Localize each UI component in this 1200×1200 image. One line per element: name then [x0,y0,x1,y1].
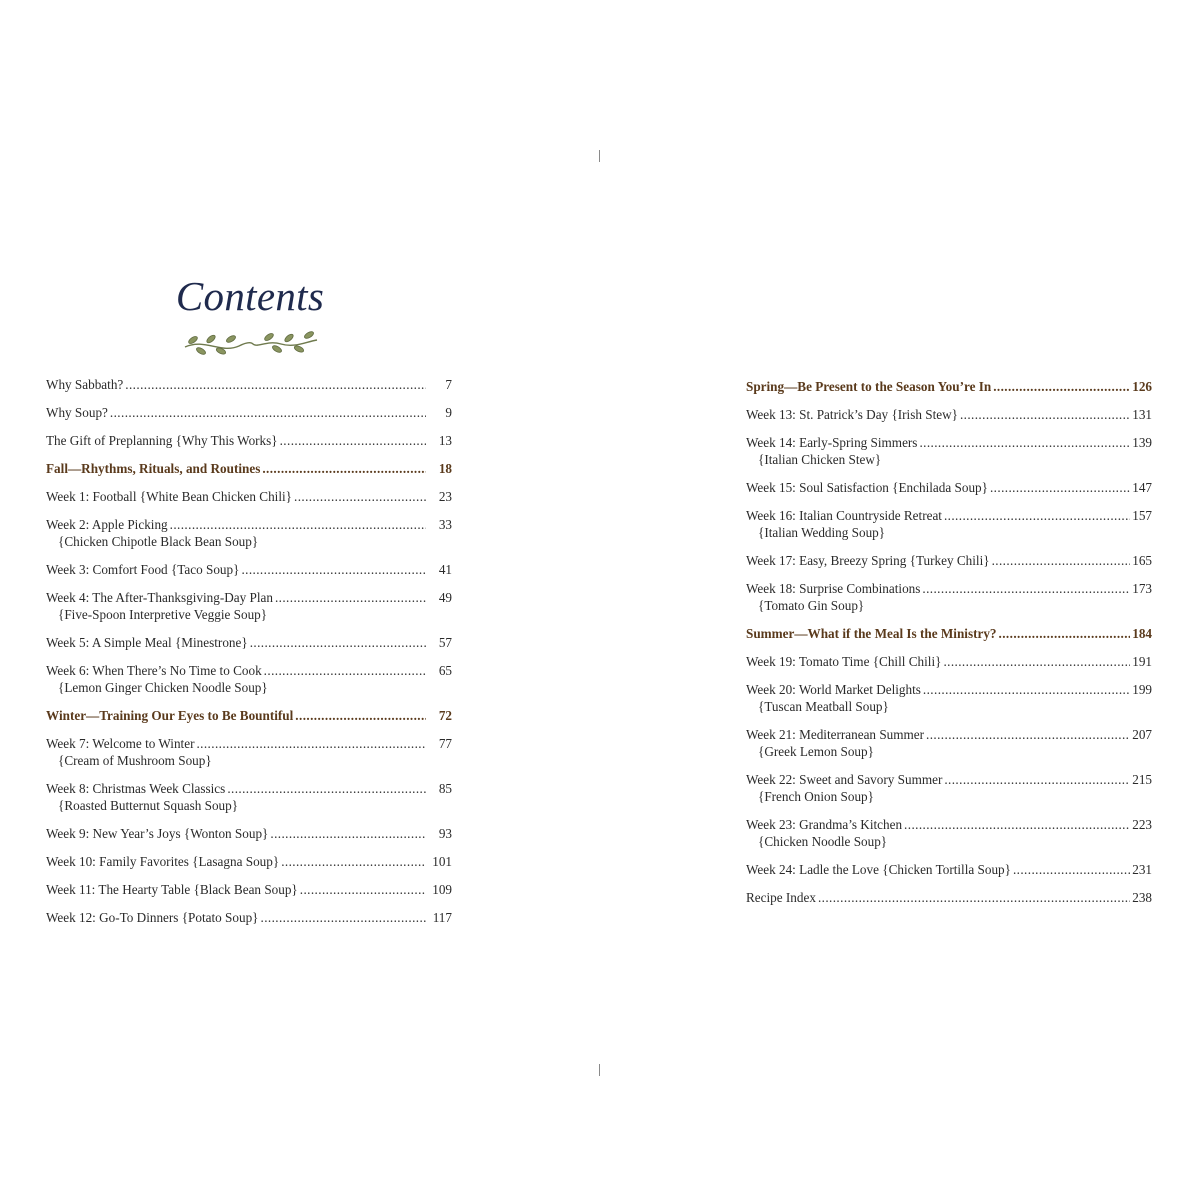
dot-leader [300,881,426,898]
toc-page-number: 199 [1132,682,1152,697]
toc-entry-title: Week 20: World Market Delights [746,682,921,697]
dot-leader [281,853,426,870]
toc-entry-title: Winter—Training Our Eyes to Be Bountiful [46,708,294,723]
toc-entry [46,404,452,421]
toc-entry-line [46,853,452,870]
toc-entry-line [46,735,452,752]
toc-entry-subtitle: {Chicken Chipotle Black Bean Soup} [58,534,259,549]
toc-page-number: 126 [1132,379,1152,394]
toc-entry-title: Summer—What if the Meal Is the Ministry? [746,626,997,641]
toc-entry-title: Week 18: Surprise Combinations [746,581,921,596]
toc-entry-line [746,889,1152,906]
dot-leader [922,580,1130,597]
toc-entry-line [46,662,452,679]
toc-entry-line [46,707,452,724]
toc-entry-title: Week 12: Go-To Dinners {Potato Soup} [46,910,259,925]
toc-page-number: 65 [438,663,452,678]
toc-entry-line [46,376,452,393]
toc-page-number: 13 [438,433,452,448]
toc-entry-title: Week 10: Family Favorites {Lasagna Soup} [46,854,280,869]
dot-leader [196,735,426,752]
toc-entry-line [46,488,452,505]
dot-leader [241,561,426,578]
toc-page-number: 41 [438,562,452,577]
toc-entry-line [46,634,452,651]
toc-entry-line [746,507,1152,524]
toc-entry-title: Week 4: The After-Thanksgiving-Day Plan [46,590,273,605]
toc-page-number: 165 [1132,553,1152,568]
toc-entry-title: Week 13: St. Patrick’s Day {Irish Stew} [746,407,958,422]
dot-leader [261,909,427,926]
toc-section-entry [746,625,1152,642]
toc-entry [746,889,1152,906]
toc-page-number: 238 [1132,890,1152,905]
dot-leader [280,432,426,449]
toc-entry-line [46,881,452,898]
dot-leader [926,726,1130,743]
toc-entry-line [746,816,1152,833]
toc-entry-line [46,780,452,797]
toc-entry-title: Week 9: New Year’s Joys {Wonton Soup} [46,826,269,841]
toc-page-number: 157 [1132,508,1152,523]
toc-page-number: 23 [438,489,452,504]
toc-entry-line [746,771,1152,788]
toc-entry-line [46,825,452,842]
dot-leader [275,589,426,606]
dot-leader [944,507,1130,524]
toc-entry [46,662,452,696]
toc-entry-line [746,406,1152,423]
toc-entry-line [746,625,1152,642]
dot-leader [999,625,1131,642]
toc-entry-line [746,681,1152,698]
toc-entry-line [746,653,1152,670]
dot-leader [960,406,1130,423]
toc-page-number: 49 [438,590,452,605]
toc-entry-title: Week 2: Apple Picking [46,517,168,532]
dot-leader [264,662,426,679]
toc-entry-title: Week 23: Grandma’s Kitchen [746,817,903,832]
toc-entry [46,825,452,842]
toc-entry [46,780,452,814]
toc-entry-title: Week 7: Welcome to Winter [46,736,195,751]
toc-page-number: 184 [1132,626,1152,641]
toc-page-number: 7 [445,377,452,392]
toc-entry-subtitle: {Italian Wedding Soup} [758,525,886,540]
toc-entry-title: Week 3: Comfort Food {Taco Soup} [46,562,240,577]
toc-entry-title: Recipe Index [746,890,816,905]
toc-entry-title: Spring—Be Present to the Season You’re In [746,379,992,394]
toc-entry-line [46,404,452,421]
toc-entry-line [746,580,1152,597]
dot-leader [294,488,426,505]
toc-entry-line [46,909,452,926]
toc-entry-line [46,561,452,578]
dot-leader [923,681,1130,698]
toc-entry-subtitle: {Italian Chicken Stew} [758,452,882,467]
toc-entry-subtitle: {French Onion Soup} [758,789,874,804]
dot-leader [992,552,1131,569]
toc-entry [746,861,1152,878]
toc-entry-line [746,378,1152,395]
dot-leader [919,434,1130,451]
gutter-mark-top [599,150,600,162]
dot-leader [250,634,426,651]
toc-entry-title: The Gift of Preplanning {Why This Works} [46,433,278,448]
toc-entry-line [746,861,1152,878]
toc-page-number: 57 [438,635,452,650]
toc-entry-title: Week 21: Mediterranean Summer [746,727,925,742]
dot-leader [944,771,1130,788]
toc-entry-line [46,432,452,449]
toc-entry-subtitle: {Greek Lemon Soup} [758,744,874,759]
dot-leader [262,460,426,477]
toc-entry [46,634,452,651]
toc-page-number: 9 [445,405,452,420]
toc-entry-subtitle: {Roasted Butternut Squash Soup} [58,798,239,813]
toc-entry-line [46,516,452,533]
toc-page-number: 85 [438,781,452,796]
toc-entry-title: Week 22: Sweet and Savory Summer [746,772,943,787]
toc-entry-subtitle: {Tomato Gin Soup} [758,598,865,613]
toc-page-number: 173 [1132,581,1152,596]
toc-page-number: 18 [438,461,452,476]
page-title: Contents [175,273,325,319]
toc-entry-subtitle: {Chicken Noodle Soup} [758,834,888,849]
toc-page-number: 93 [438,826,452,841]
toc-entry-title: Week 11: The Hearty Table {Black Bean Soup} [46,882,298,897]
dot-leader [125,376,426,393]
toc-entry-line [46,589,452,606]
toc-entry [746,816,1152,850]
toc-entry-line [46,460,452,477]
toc-page-number: 139 [1132,435,1152,450]
toc-entry [46,516,452,550]
toc-entry [746,681,1152,715]
toc-page-number: 131 [1132,407,1152,422]
toc-page-number: 231 [1132,862,1152,877]
dot-leader [295,707,426,724]
toc-entry [46,376,452,393]
toc-entry-title: Week 6: When There’s No Time to Cook [46,663,262,678]
toc-section-entry [746,378,1152,395]
toc-entry [746,434,1152,468]
toc-entry-title: Fall—Rhythms, Rituals, and Routines [46,461,261,476]
toc-entry [746,552,1152,569]
toc-entry [46,561,452,578]
toc-entry-subtitle: {Five-Spoon Interpretive Veggie Soup} [58,607,268,622]
toc-entry [46,881,452,898]
toc-page-number: 207 [1132,727,1152,742]
dot-leader [818,889,1130,906]
toc-entry-title: Week 19: Tomato Time {Chill Chili} [746,654,942,669]
toc-entry [46,909,452,926]
toc-entry-line [746,552,1152,569]
toc-entry [46,589,452,623]
toc-entry-subtitle: {Tuscan Meatball Soup} [758,699,889,714]
toc-entry [746,726,1152,760]
dot-leader [943,653,1130,670]
dot-leader [270,825,426,842]
toc-page-number: 147 [1132,480,1152,495]
dot-leader [904,816,1130,833]
toc-left-column [46,376,452,937]
toc-entry-title: Week 24: Ladle the Love {Chicken Tortilla Soup} [746,862,1011,877]
toc-entry-title: Week 14: Early-Spring Simmers [746,435,918,450]
dot-leader [227,780,426,797]
toc-entry [46,488,452,505]
toc-entry [746,653,1152,670]
toc-entry-line [746,726,1152,743]
toc-right-column [746,378,1152,917]
toc-entry [746,479,1152,496]
gutter-mark-bottom [599,1064,600,1076]
toc-section-entry [46,460,452,477]
toc-entry [46,735,452,769]
toc-entry-title: Why Sabbath? [46,377,124,392]
dot-leader [990,479,1130,496]
toc-page-number: 77 [438,736,452,751]
toc-page-number: 72 [438,708,452,723]
dot-leader [170,516,426,533]
toc-entry-line [746,434,1152,451]
toc-entry-title: Week 17: Easy, Breezy Spring {Turkey Chili} [746,553,990,568]
toc-entry [746,406,1152,423]
toc-entry-title: Week 16: Italian Countryside Retreat [746,508,942,523]
toc-entry-title: Week 5: A Simple Meal {Minestrone} [46,635,248,650]
vine-ornament-icon [181,330,321,358]
toc-entry-title: Why Soup? [46,405,108,420]
dot-leader [110,404,426,421]
toc-page-number: 117 [432,910,452,925]
toc-page-number: 101 [432,854,452,869]
toc-entry [746,580,1152,614]
dot-leader [993,378,1130,395]
toc-entry [46,853,452,870]
toc-page-number: 109 [432,882,452,897]
toc-entry [46,432,452,449]
toc-entry-subtitle: {Lemon Ginger Chicken Noodle Soup} [58,680,268,695]
toc-page-number: 33 [438,517,452,532]
toc-page-number: 215 [1132,772,1152,787]
toc-entry-line [746,479,1152,496]
toc-section-entry [46,707,452,724]
toc-entry [746,507,1152,541]
toc-entry-title: Week 15: Soul Satisfaction {Enchilada Soup} [746,480,988,495]
dot-leader [1013,861,1130,878]
toc-page-number: 191 [1132,654,1152,669]
toc-entry-title: Week 8: Christmas Week Classics [46,781,226,796]
toc-entry-subtitle: {Cream of Mushroom Soup} [58,753,212,768]
toc-entry-title: Week 1: Football {White Bean Chicken Chili} [46,489,292,504]
toc-entry [746,771,1152,805]
toc-page-number: 223 [1132,817,1152,832]
